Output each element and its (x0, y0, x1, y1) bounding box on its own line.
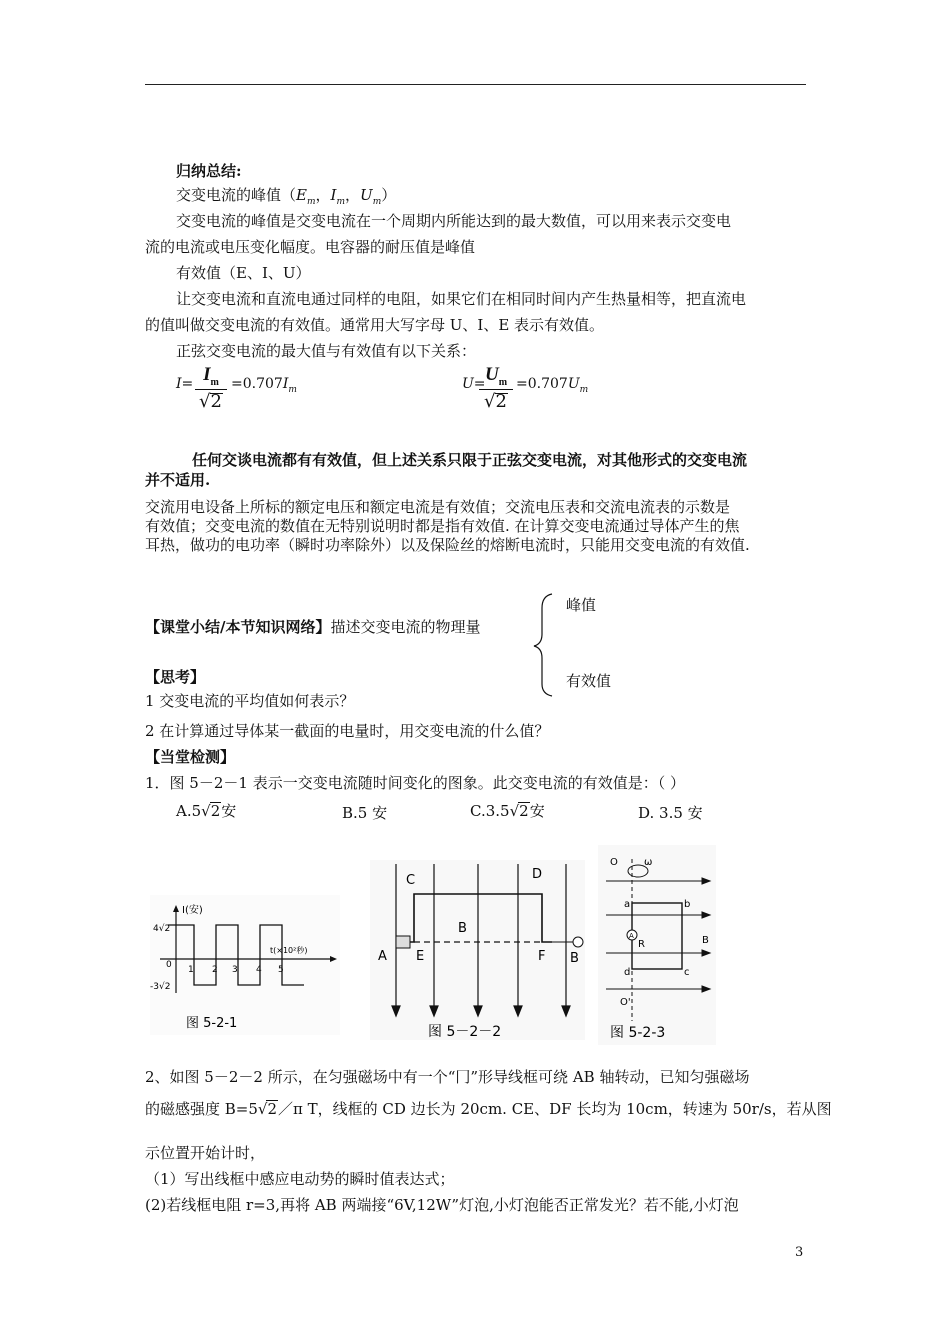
formula-u-fraction: $U_m$ √2 (479, 364, 513, 412)
check-title: 【当堂检测】 (145, 748, 236, 766)
question-2-sub1: （1）写出线框中感应电动势的瞬时值表达式； (145, 1170, 455, 1188)
question-2-line1: 2、如图 5－2－2 所示，在匀强磁场中有一个“冂”形导线框可绕 AB 轴转动，已知匀强磁场 (145, 1068, 750, 1086)
usage-line2: 有效值；交变电流的数值在无特别说明时都是指有效值. 在计算交变电流通过导体产生的焦 (145, 517, 740, 535)
peak-desc-line1: 交变电流的峰值是交变电流在一个周期内所能达到的最大数值，可以用来表示交变电 (176, 212, 732, 230)
label-o-prime: O' (620, 997, 631, 1008)
formula-i-fraction: $I_m$ √2 (195, 364, 227, 412)
page-number: 3 (795, 1245, 804, 1260)
q1-option-c: C.3.5√2安 (470, 802, 545, 820)
label-c: C (406, 873, 416, 888)
label-d: D (532, 867, 543, 882)
q1-option-b: B.5 安 (342, 804, 388, 822)
network-text: 描述交变电流的物理量 (330, 618, 481, 636)
figure-5-2-3 (598, 845, 716, 1045)
question-2-line3: 示位置开始计时， (145, 1144, 266, 1162)
brace (530, 590, 560, 700)
label-a: a (624, 899, 631, 910)
y-axis-label: I(安) (182, 905, 203, 916)
fig1-caption: 图 5-2-1 (186, 1016, 238, 1031)
summary-title: 归纳总结: (176, 162, 242, 180)
label-r: R (638, 939, 645, 950)
label-b-end: B (570, 951, 579, 966)
peak-heading: 交变电流的峰值（$E_m$，$I_m$，$U_m$） (176, 186, 397, 207)
usage-line3: 耳热，做功的电功率（瞬时功率除外）以及保险丝的熔断电流时，只能用交变电流的有效值. (145, 536, 750, 554)
tick-0: 0 (166, 960, 172, 970)
figure-5-2-2 (370, 860, 585, 1040)
formula-u-lhs: U= (462, 376, 486, 392)
usage-line1: 交流用电设备上所标的额定电压和额定电流是有效值；交流电压表和交流电流表的示数是 (145, 498, 731, 516)
network-row (145, 616, 481, 637)
label-omega: ω (644, 857, 653, 868)
brace-bottom-label: 有效值 (566, 672, 612, 690)
label-d: d (624, 967, 631, 978)
network-label: 【课堂小结/本节知识网络】 (145, 618, 331, 636)
y-bottom-label: -3√2 (150, 982, 171, 992)
label-field: B (702, 935, 709, 946)
fig3-caption: 图 5-2-3 (610, 1025, 666, 1041)
label-b-mid: B (458, 921, 467, 936)
think-title: 【思考】 (145, 668, 206, 686)
header-rule (145, 84, 806, 85)
formula-u-rhs: $=0.707U_m$ (516, 376, 589, 395)
y-top-label: 4√2 (153, 924, 171, 934)
brace-top-label: 峰值 (566, 596, 597, 614)
label-f: F (538, 949, 546, 964)
label-c: c (684, 967, 690, 978)
peak-desc-line2: 流的电流或电压变化幅度。电容器的耐压值是峰值 (145, 238, 476, 256)
formula-i-rhs: $=0.707I_m$ (231, 376, 297, 395)
tick-4: 4 (256, 965, 262, 975)
label-o: O (610, 857, 618, 868)
q1-option-a: A.5√2安 (176, 802, 237, 820)
effective-desc-line2: 的值叫做交变电流的有效值。通常用大写字母 U、I、E 表示有效值。 (145, 316, 605, 334)
x-axis-label: t(×10²秒) (270, 946, 308, 955)
think-question-1: 1 交变电流的平均值如何表示？ (145, 692, 355, 710)
question-2-line2: 的磁感强度 B=5√2／π T，线框的 CD 边长为 20cm. CE、DF 长均为 10cm，转速为 50r/s，若从图 (145, 1100, 832, 1118)
think-question-2: 2 在计算通过导体某一截面的电量时，用交变电流的什么值？ (145, 722, 550, 740)
effective-heading: 有效值（E、I、U） (176, 264, 311, 282)
tick-2: 2 (212, 965, 218, 975)
formula-i-lhs: I= (176, 376, 194, 392)
tick-1: 1 (188, 965, 194, 975)
fig2-caption: 图 5－2－2 (428, 1024, 502, 1040)
question-2-sub2: (2)若线框电阻 r=3,再将 AB 两端接“6V,12W”灯泡,小灯泡能否正常发光？若不能,小灯泡 (145, 1196, 739, 1214)
label-ammeter: A (629, 932, 634, 940)
tick-3: 3 (232, 965, 238, 975)
effective-desc-line1: 让交变电流和直流电通过同样的电阻，如果它们在相同时间内产生热量相等，把直流电 (176, 290, 747, 308)
note-bold-line1: 任何交谈电流都有有效值，但上述关系只限于正弦交变电流，对其他形式的交变电流 (192, 451, 748, 469)
figure-5-2-1 (150, 895, 340, 1035)
question-1-text: 1．图 5－2－1 表示一交变电流随时间变化的图象。此交变电流的有效值是：（ ） (145, 774, 685, 792)
q1-option-d: D. 3.5 安 (638, 804, 703, 822)
label-b: b (684, 899, 691, 910)
label-a: A (378, 949, 387, 964)
note-bold-line2: 并不适用. (145, 471, 211, 489)
label-e: E (416, 949, 425, 964)
tick-5: 5 (278, 965, 284, 975)
relation-intro: 正弦交变电流的最大值与有效值有以下关系： (176, 342, 477, 360)
